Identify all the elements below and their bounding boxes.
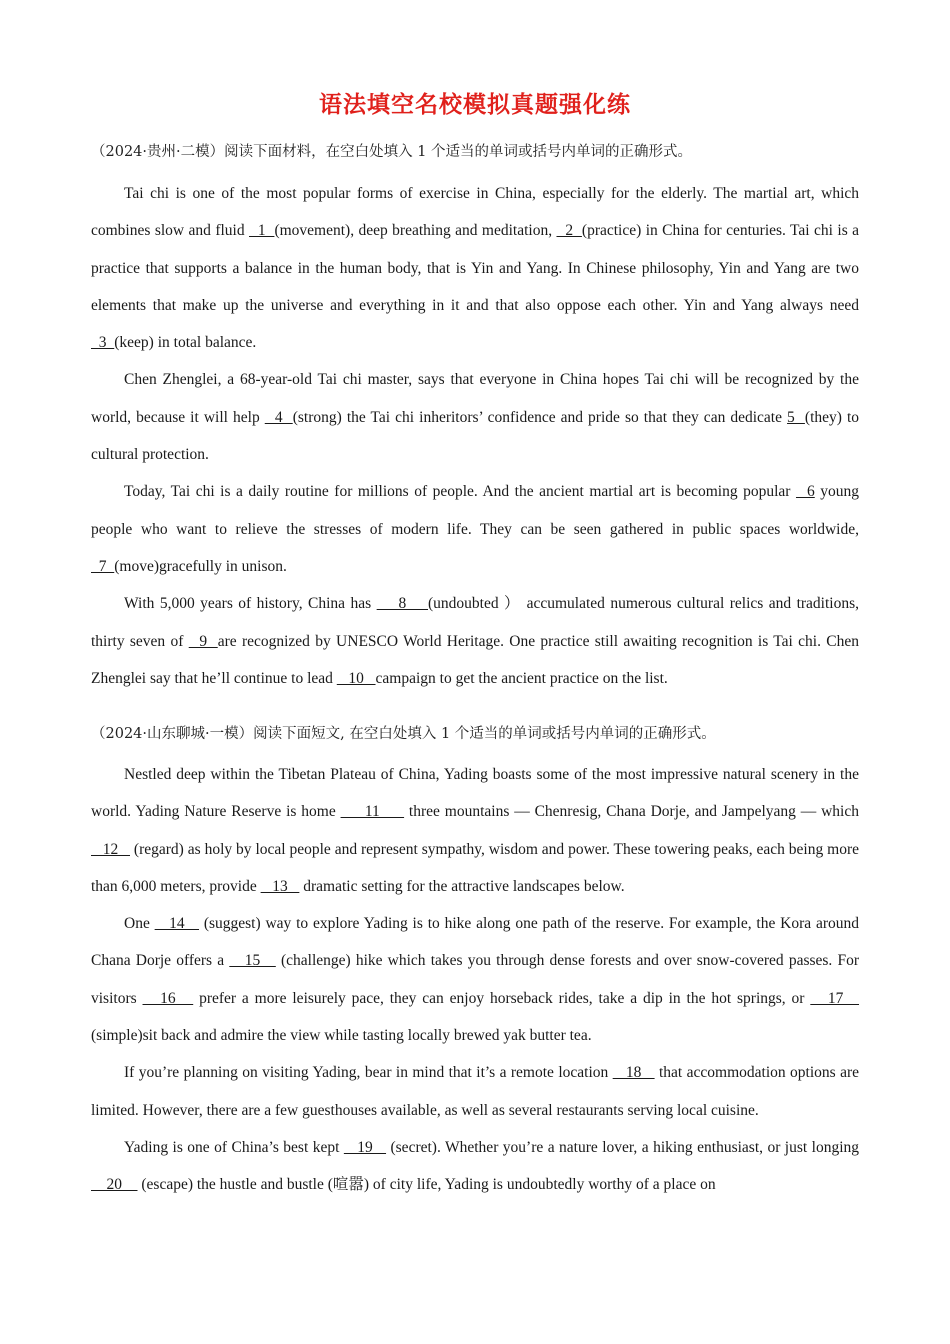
answer-blank: 3 [91, 334, 115, 352]
paragraph-text: that accommodation options are limited. However, there are a few guesthouses available, as well as several restaurants serving local cuisine. [91, 1064, 860, 1119]
section-1 [91, 141, 859, 697]
s2-paragraph-3 [91, 1054, 859, 1129]
section-2 [91, 723, 859, 1204]
paragraph-text: Chen Zhenglei, a 68-year-old Tai chi master, says that everyone in China hopes Tai chi will be recognized by the world, because it will help [91, 371, 859, 426]
paragraph-text: One [124, 915, 155, 933]
answer-blank: 15 [229, 952, 276, 970]
paragraph-text: campaign to get the ancient practice on the list. [375, 669, 668, 687]
paragraph-text: (movement), deep breathing and meditation, [274, 222, 557, 240]
s2-paragraph-4 [91, 1129, 859, 1204]
answer-blank: 16 [142, 989, 194, 1007]
paragraph-text: (secret). Whether you’re a nature lover, a hiking enthusiast, or just longing [386, 1138, 860, 1156]
paragraph-text: (undoubted ） accumulated numerous cultural relics and traditions, thirty seven of [91, 595, 859, 650]
answer-blank: 14 [154, 915, 200, 933]
paragraph-text: (keep) in total balance. [114, 334, 257, 352]
paragraph-text: three mountains — Chenresig, Chana Dorje, and Jampelyang — which [404, 803, 859, 821]
paragraph-text: (challenge) hike which takes you through dense forests and over snow-covered passes. For visitors [91, 952, 860, 1007]
s2-paragraph-2 [91, 905, 859, 1054]
s1-paragraph-1 [91, 175, 859, 361]
paragraph-text: (simple)sit back and admire the view while tasting locally brewed yak butter tea. [91, 1027, 592, 1045]
answer-blank: 17 [810, 989, 860, 1007]
paragraph-text: (regard) as holy by local people and represent sympathy, wisdom and power. These towering peaks, each being more than 6,000 meters, provide [91, 840, 859, 895]
section-1-instruction: （2024·贵州·二模）阅读下面材料，在空白处填入 1 个适当的单词或括号内单词的正确形式。 [91, 144, 693, 160]
answer-blank: 19 [343, 1138, 387, 1156]
answer-blank: 13 [260, 877, 300, 895]
s2-paragraph-1 [91, 756, 859, 905]
paragraph-text: prefer a more leisurely pace, they can enjoy horseback rides, take a dip in the hot springs, or [193, 989, 811, 1007]
answer-blank: 1 [249, 222, 275, 240]
answer-blank: 11 [340, 803, 405, 821]
paragraph-text: (escape) the hustle and bustle (喧嚣) of city life, Yading is undoubtedly worthy of a place on [137, 1176, 716, 1194]
paragraph-text: (suggest) way to explore Yading is to hike along one path of the reserve. For example, the Kora around Chana Dorje offers a [91, 915, 860, 970]
paragraph-text: Tai chi is one of the most popular forms of exercise in China, especially for the elderly. The martial art, which combines slow and fluid [91, 185, 859, 240]
answer-blank: 7 [91, 557, 115, 575]
answer-blank: 4 [264, 408, 293, 426]
paragraph-text: Today, Tai chi is a daily routine for millions of people. And the ancient martial art is becoming popular [124, 483, 796, 501]
s1-paragraph-4 [91, 585, 859, 697]
paragraph-text: With 5,000 years of history, China has [124, 595, 377, 613]
s1-paragraph-2 [91, 361, 859, 473]
page-title: 语法填空名校模拟真题强化练 [319, 92, 631, 118]
paragraph-text: young people who want to relieve the stresses of modern life. They can be seen gathered in public spaces worldwide, [91, 483, 860, 538]
section-2-instruction: （2024·山东聊城·一模）阅读下面短文, 在空白处填入 1 个适当的单词或括号内单词的正确形式。 [91, 726, 716, 742]
paragraph-text: If you’re planning on visiting Yading, bear in mind that it’s a remote location [124, 1064, 613, 1082]
paragraph-text: are recognized by UNESCO World Heritage. One practice still awaiting recognition is Tai chi. Chen Zhenglei say that he’ll continue to lead [91, 632, 860, 687]
answer-blank: 18 [612, 1064, 655, 1082]
paragraph-text: Nestled deep within the Tibetan Plateau of China, Yading boasts some of the most impressive natural scenery in the world. Yading Nature Reserve is home [91, 766, 859, 821]
answer-blank: 2 [556, 222, 582, 240]
answer-blank: 5 [787, 408, 805, 426]
answer-blank: 10 [336, 669, 376, 687]
answer-blank: 12 [91, 840, 130, 858]
answer-blank: 8 [376, 595, 428, 613]
paragraph-text: (they) to cultural protection. [91, 408, 860, 464]
answer-blank: 20 [91, 1176, 138, 1194]
paragraph-text: (practice) in China for centuries. Tai chi is a practice that supports a balance in the human body, that is Yin and Yang. In Chinese philosophy, Yin and Yang are two elements that make up the universe and everything in it and that also oppose each other. Yin and Yang always need [91, 222, 860, 314]
answer-blank: 9 [188, 632, 218, 650]
paragraph-text: dramatic setting for the attractive landscapes below. [299, 877, 625, 895]
paragraph-text: (move)gracefully in unison. [114, 557, 287, 575]
answer-blank: 6 [795, 483, 815, 501]
s1-paragraph-3 [91, 473, 859, 585]
paragraph-text: Yading is one of China’s best kept [124, 1138, 344, 1156]
paragraph-text: (strong) the Tai chi inheritors’ confidence and pride so that they can dedicate [292, 408, 788, 426]
